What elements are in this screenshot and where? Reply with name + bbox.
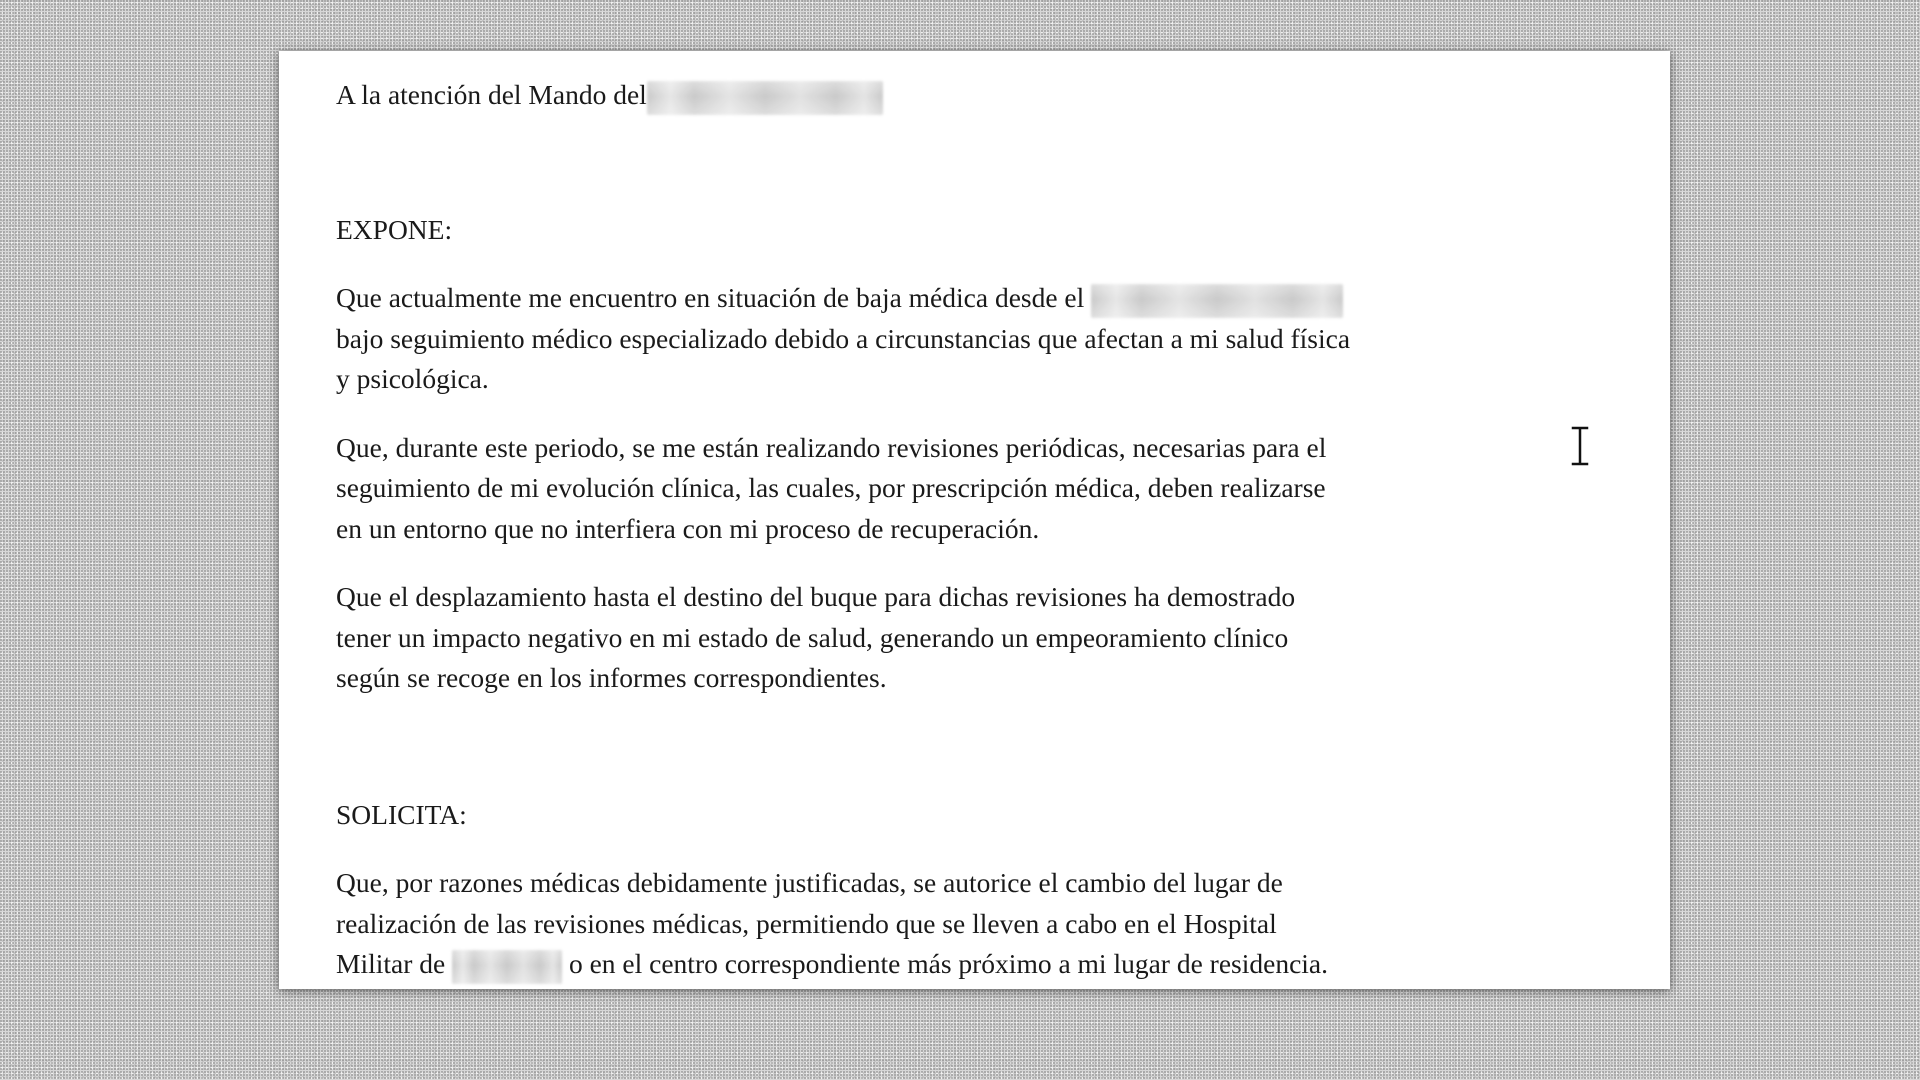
redacted-city	[452, 950, 562, 984]
addressee-line	[336, 75, 1516, 116]
expone-heading: EXPONE:	[336, 213, 453, 245]
paragraph-2-line-3: en un entorno que no interfiera con mi proceso de recuperación.	[336, 512, 1040, 544]
paragraph-4-line-3-end: o en el centro correspondiente más próximo a mi lugar de residencia.	[568, 948, 1328, 979]
paragraph-1-line-1: Que actualmente me encuentro en situación de baja médica desde el	[336, 282, 1085, 313]
document-page	[279, 51, 1670, 989]
paragraph-3	[336, 577, 1516, 699]
paragraph-1-line-2: bajo seguimiento médico especializado debido a circunstancias que afectan a mi salud física	[336, 322, 1351, 354]
paragraph-3-line-3: según se recoge en los informes correspondientes.	[336, 662, 887, 693]
paragraph-1	[336, 278, 1516, 400]
text-cursor-icon	[1569, 426, 1591, 466]
paragraph-3-line-1: Que el desplazamiento hasta el destino del buque para dichas revisiones ha demostrado	[336, 581, 1296, 612]
solicita-heading: SOLICITA:	[336, 798, 467, 830]
document-body	[336, 75, 1516, 985]
redacted-unit-name	[647, 81, 883, 115]
paragraph-3-line-2: tener un impacto negativo en mi estado de salud, generando un empeoramiento clínico	[336, 621, 1289, 653]
addressee-text: A la atención del Mando del	[336, 79, 647, 110]
paragraph-2	[336, 428, 1516, 550]
paragraph-4	[336, 863, 1516, 985]
paragraph-2-line-1: Que, durante este periodo, se me están realizando revisiones periódicas, necesarias para el	[336, 431, 1327, 463]
paragraph-4-line-2: realización de las revisiones médicas, permitiendo que se lleven a cabo en el Hospital	[336, 907, 1277, 939]
paragraph-1-line-3: y psicológica.	[336, 363, 489, 394]
paragraph-2-line-2: seguimiento de mi evolución clínica, las cuales, por prescripción médica, deben realizarse	[336, 472, 1326, 503]
redacted-date	[1091, 284, 1343, 318]
paragraph-4-line-3-start: Militar de	[336, 948, 446, 979]
paragraph-4-line-1: Que, por razones médicas debidamente justificadas, se autorice el cambio del lugar de	[336, 867, 1283, 898]
